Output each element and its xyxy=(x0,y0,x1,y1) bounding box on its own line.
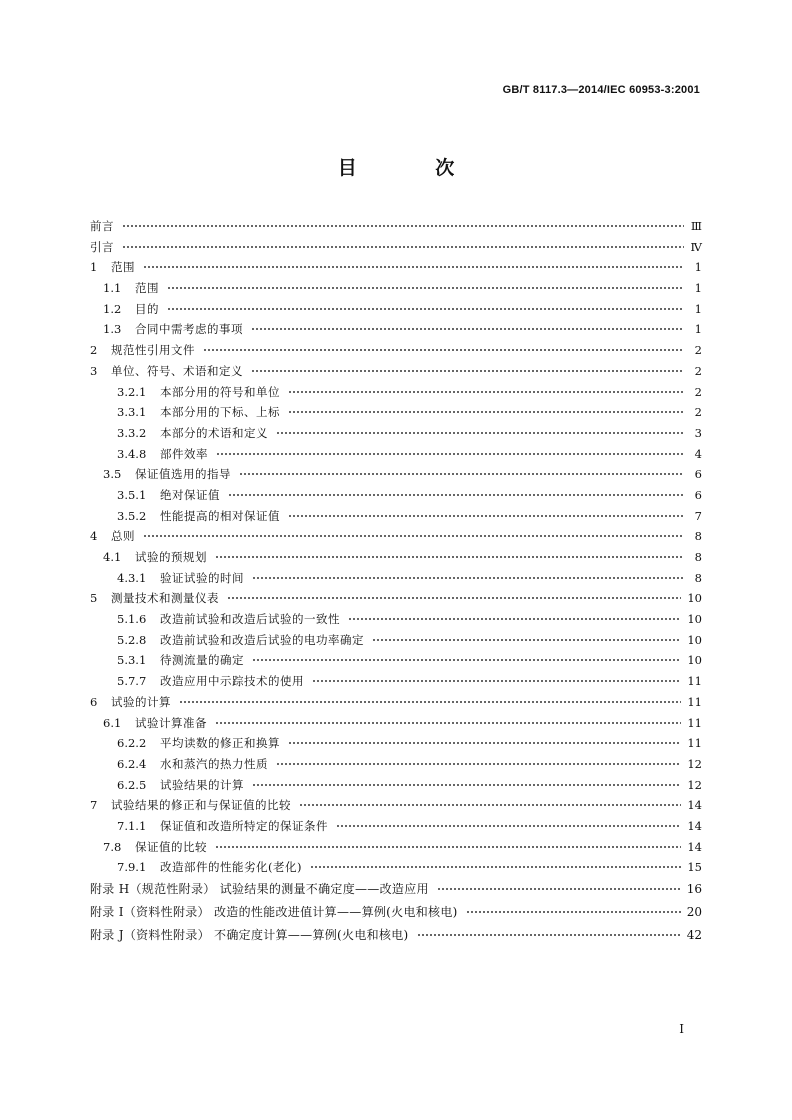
toc-entry-label: 待测流量的确定 xyxy=(160,653,244,668)
toc-entry-label: 改造应用中示踪技术的使用 xyxy=(160,674,304,689)
toc-entry-label: 附录 H（规范性附录） 试验结果的测量不确定度——改造应用 xyxy=(90,882,429,896)
toc-entry[interactable] xyxy=(90,487,702,508)
toc-entry-page: 10 xyxy=(687,612,702,627)
toc-entry-page: 14 xyxy=(687,798,702,813)
toc-entry-number: 5 xyxy=(90,591,98,606)
toc-entry-label: 保证值的比较 xyxy=(135,839,207,854)
toc-entry[interactable] xyxy=(90,280,702,301)
toc-annex-entry[interactable] xyxy=(90,926,702,949)
toc-entry-label: 规范性引用文件 xyxy=(111,343,195,358)
dot-leader xyxy=(288,388,684,396)
toc-entry-label: 单位、符号、术语和定义 xyxy=(111,363,243,378)
toc-entry[interactable] xyxy=(90,632,702,653)
toc-entry-page: 10 xyxy=(687,632,702,647)
toc-entry-label: 本部分用的下标、上标 xyxy=(160,405,280,420)
toc-entry[interactable] xyxy=(90,756,702,777)
toc-entry[interactable] xyxy=(90,404,702,425)
dot-leader xyxy=(299,801,681,809)
toc-entry[interactable] xyxy=(90,735,702,756)
toc-entry[interactable] xyxy=(90,590,702,611)
toc-entry-page: 1 xyxy=(694,260,702,275)
toc-entry-label: 范围 xyxy=(111,260,135,275)
toc-entry-page: 1 xyxy=(694,301,702,316)
toc-entry-number: 6.2.5 xyxy=(117,777,147,792)
toc-entry-number: 7.8 xyxy=(103,839,122,854)
toc-entry[interactable] xyxy=(90,839,702,860)
dot-leader xyxy=(122,243,684,251)
toc-entry-page: 2 xyxy=(694,363,702,378)
toc-entry[interactable] xyxy=(90,466,702,487)
toc-entry-number: 3.2.1 xyxy=(117,384,147,399)
toc-entry[interactable] xyxy=(90,859,702,880)
toc-entry-number: 3.4.8 xyxy=(117,446,147,461)
dot-leader xyxy=(215,843,681,851)
dot-leader xyxy=(122,222,684,230)
page-number: I xyxy=(679,1022,684,1036)
toc-entry[interactable] xyxy=(90,652,702,673)
dot-leader xyxy=(276,429,684,437)
toc-entry-page: 42 xyxy=(686,928,702,942)
toc-entry-label: 绝对保证值 xyxy=(160,487,220,502)
dot-leader xyxy=(372,636,681,644)
dot-leader xyxy=(252,574,684,582)
toc-entry-page: Ⅳ xyxy=(690,239,702,254)
dot-leader xyxy=(228,491,684,499)
toc-entry-page: 11 xyxy=(687,694,702,709)
toc-entry-label: 试验的预规划 xyxy=(135,550,207,564)
toc-entry-label: 试验计算准备 xyxy=(135,715,207,730)
toc-annex-entry[interactable] xyxy=(90,903,702,926)
toc-entry-label: 前言 xyxy=(90,219,114,233)
dot-leader xyxy=(143,532,684,540)
toc-entry-label: 附录 J（资料性附录） 不确定度计算——算例(火电和核电) xyxy=(90,928,409,942)
toc-entry-page: 2 xyxy=(694,343,702,358)
toc-entry-page: 15 xyxy=(687,860,702,875)
toc-entry[interactable] xyxy=(90,715,702,736)
toc-entry-number: 6.1 xyxy=(103,715,122,730)
toc-entry-page: 20 xyxy=(686,905,702,919)
toc-entry-number: 5.1.6 xyxy=(117,612,147,627)
toc-entry-label: 附录 I（资料性附录） 改造的性能改进值计算——算例(火电和核电) xyxy=(90,905,458,919)
toc-entry-page: 14 xyxy=(687,818,702,833)
toc-entry[interactable] xyxy=(90,528,702,549)
toc-entry[interactable] xyxy=(90,797,702,818)
toc-entry[interactable] xyxy=(90,384,702,405)
dot-leader xyxy=(252,781,681,789)
toc-entry-number: 7.9.1 xyxy=(117,860,147,875)
toc-entry-number: 1 xyxy=(90,260,98,275)
toc-entry-number: 7.1.1 xyxy=(117,818,147,833)
toc-entry-label: 合同中需考虑的事项 xyxy=(135,322,243,337)
toc-entry-label: 改造前试验和改造后试验的一致性 xyxy=(160,612,340,627)
toc-entry-label: 验证试验的时间 xyxy=(160,570,244,585)
standard-code: GB/T 8117.3—2014/IEC 60953-3:2001 xyxy=(502,84,700,96)
toc-entry-number: 2 xyxy=(90,343,98,358)
dot-leader xyxy=(179,698,681,706)
toc-entry-label: 部件效率 xyxy=(160,446,208,461)
dot-leader xyxy=(215,553,684,561)
toc-entry-label: 目的 xyxy=(135,301,159,316)
dot-leader xyxy=(288,408,684,416)
toc-entry-label: 试验结果的修正和与保证值的比较 xyxy=(111,798,291,813)
toc-entry-label: 平均读数的修正和换算 xyxy=(160,736,280,751)
toc-entry-page: 14 xyxy=(687,839,702,854)
toc-entry-number: 4.1 xyxy=(103,550,122,564)
toc-entry[interactable] xyxy=(90,239,702,260)
dot-leader xyxy=(239,470,684,478)
dot-leader xyxy=(288,739,681,747)
toc-entry-label: 本部分的术语和定义 xyxy=(160,425,268,440)
toc-entry-number: 3 xyxy=(90,363,98,378)
dot-leader xyxy=(336,822,681,830)
toc-entry[interactable] xyxy=(90,321,702,342)
toc-entry[interactable] xyxy=(90,694,702,715)
toc-entry-number: 7 xyxy=(90,798,98,813)
toc-entry-page: 11 xyxy=(687,715,702,730)
toc-entry[interactable] xyxy=(90,342,702,363)
toc-entry-label: 试验结果的计算 xyxy=(160,777,244,792)
toc-entry-page: 6 xyxy=(694,467,702,482)
toc-entry-number: 6.2.4 xyxy=(117,756,147,771)
toc-entry-label: 改造前试验和改造后试验的电功率确定 xyxy=(160,632,364,647)
toc-entry[interactable] xyxy=(90,363,702,384)
toc-entry-label: 本部分用的符号和单位 xyxy=(160,384,280,399)
toc-entry-label: 保证值和改造所特定的保证条件 xyxy=(160,818,328,833)
toc-entry-label: 性能提高的相对保证值 xyxy=(160,508,280,523)
toc-entry-page: 1 xyxy=(694,281,702,296)
toc-entry-page: 6 xyxy=(694,487,702,502)
toc-entry[interactable] xyxy=(90,570,702,591)
toc-title: 目 次 xyxy=(337,157,491,179)
toc-entry[interactable] xyxy=(90,508,702,529)
dot-leader xyxy=(288,512,684,520)
toc-entry-label: 试验的计算 xyxy=(111,694,171,709)
toc-entry-number: 1.3 xyxy=(103,322,122,337)
dot-leader xyxy=(417,931,681,939)
toc-entry-page: 11 xyxy=(687,674,702,689)
dot-leader xyxy=(203,346,684,354)
toc-entry-number: 6.2.2 xyxy=(117,736,147,751)
dot-leader xyxy=(215,719,681,727)
dot-leader xyxy=(348,615,681,623)
toc-entry-page: 7 xyxy=(694,508,702,523)
toc-entry-page: Ⅲ xyxy=(690,219,702,233)
toc-entry-label: 保证值选用的指导 xyxy=(135,467,231,482)
dot-leader xyxy=(437,885,681,893)
toc-entry-label: 总则 xyxy=(111,529,135,544)
toc-entry-page: 10 xyxy=(687,591,702,606)
toc-entry[interactable] xyxy=(90,218,702,239)
toc-entry[interactable] xyxy=(90,425,702,446)
toc-entry-page: 12 xyxy=(687,777,702,792)
toc-entry-label: 测量技术和测量仪表 xyxy=(111,591,219,606)
toc-entry[interactable] xyxy=(90,777,702,798)
toc-entry-page: 11 xyxy=(687,736,702,751)
toc-entry-number: 1.1 xyxy=(103,281,122,296)
toc-entry-number: 3.5 xyxy=(103,467,122,482)
toc-entry-number: 4.3.1 xyxy=(117,570,147,585)
toc-entry-number: 1.2 xyxy=(103,301,122,316)
toc-entry-label: 水和蒸汽的热力性质 xyxy=(160,756,268,771)
dot-leader xyxy=(312,677,681,685)
toc-entry-page: 8 xyxy=(694,570,702,585)
toc-entry-page: 8 xyxy=(694,550,702,564)
toc-entry-number: 5.2.8 xyxy=(117,632,147,647)
toc-entry[interactable] xyxy=(90,611,702,632)
dot-leader xyxy=(251,325,684,333)
dot-leader xyxy=(216,450,684,458)
toc-entry-page: 1 xyxy=(694,322,702,337)
table-of-contents xyxy=(90,218,702,949)
toc-entry-label: 范围 xyxy=(135,281,159,296)
toc-entry-number: 5.7.7 xyxy=(117,674,147,689)
toc-entry[interactable] xyxy=(90,549,702,570)
toc-entry-number: 3.3.2 xyxy=(117,425,147,440)
toc-entry-page: 2 xyxy=(694,405,702,420)
dot-leader xyxy=(252,656,681,664)
dot-leader xyxy=(466,908,681,916)
toc-entry-page: 8 xyxy=(694,529,702,544)
toc-entry-number: 6 xyxy=(90,694,98,709)
toc-entry[interactable] xyxy=(90,446,702,467)
toc-entry[interactable] xyxy=(90,673,702,694)
toc-entry-page: 3 xyxy=(694,425,702,440)
toc-entry-label: 引言 xyxy=(90,239,114,254)
toc-entry-number: 3.5.1 xyxy=(117,487,147,502)
dot-leader xyxy=(167,284,684,292)
dot-leader xyxy=(227,594,681,602)
toc-entry[interactable] xyxy=(90,301,702,322)
toc-entry-page: 12 xyxy=(687,756,702,771)
toc-entry-page: 2 xyxy=(694,384,702,399)
toc-annex-entry[interactable] xyxy=(90,880,702,903)
toc-entry[interactable] xyxy=(90,259,702,280)
toc-entry-page: 10 xyxy=(687,653,702,668)
dot-leader xyxy=(143,263,684,271)
dot-leader xyxy=(167,305,684,313)
toc-entry-number: 3.3.1 xyxy=(117,405,147,420)
dot-leader xyxy=(310,863,681,871)
toc-entry-label: 改造部件的性能劣化(老化) xyxy=(160,860,302,875)
toc-entry-number: 4 xyxy=(90,529,98,544)
toc-entry-number: 5.3.1 xyxy=(117,653,147,668)
toc-entry[interactable] xyxy=(90,818,702,839)
toc-entry-page: 16 xyxy=(686,882,702,896)
toc-entry-page: 4 xyxy=(694,446,702,461)
dot-leader xyxy=(276,760,681,768)
toc-entry-number: 3.5.2 xyxy=(117,508,147,523)
dot-leader xyxy=(251,367,684,375)
